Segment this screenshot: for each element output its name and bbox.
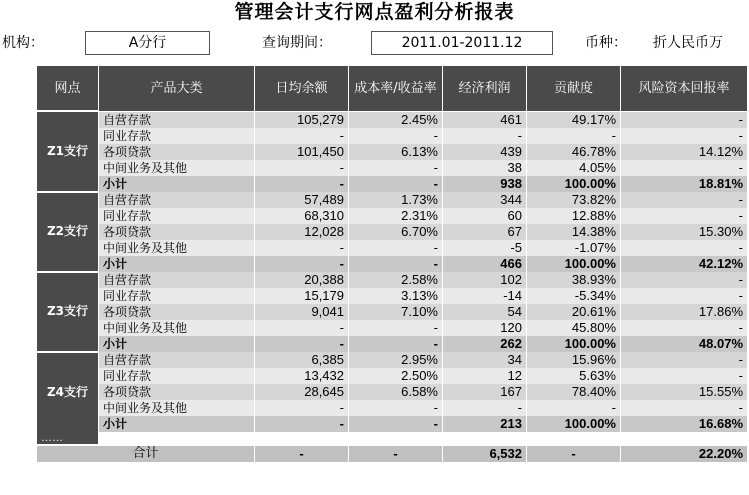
raroc-cell: - [621,240,748,256]
raroc-cell: - [621,160,748,176]
header-branch: 网点 [37,66,99,112]
contribution-cell: 46.78% [527,144,621,160]
ellipsis-blank-cell [443,432,527,445]
rate-cell: - [349,256,443,272]
contribution-cell: 20.61% [527,304,621,320]
subtotal-row [37,336,748,352]
raroc-cell: 18.81% [621,176,748,192]
balance-cell: 20,388 [255,272,349,288]
rate-cell: 2.31% [349,208,443,224]
total-row [37,445,748,462]
rate-cell: - [349,176,443,192]
table-row [37,224,748,240]
header-rate: 成本率/收益率 [349,66,443,112]
contribution-cell: 45.80% [527,320,621,336]
filter-bar [0,31,749,55]
branch-name-cell: Z3支行 [37,272,99,352]
profit-cell: 12 [443,368,527,384]
profit-cell: 67 [443,224,527,240]
product-cell: 各项贷款 [99,384,255,400]
total-rate-cell: - [349,445,443,462]
product-cell: 小计 [99,256,255,272]
table-row [37,160,748,176]
table-body [37,111,748,462]
rate-cell: 2.58% [349,272,443,288]
ellipsis-cell: …… [37,432,99,445]
balance-cell: - [255,176,349,192]
profit-cell: 466 [443,256,527,272]
table-row [37,368,748,384]
raroc-cell: - [621,288,748,304]
balance-cell: 15,179 [255,288,349,304]
product-cell: 同业存款 [99,128,255,144]
profit-cell: 167 [443,384,527,400]
ellipsis-blank-cell [99,432,255,445]
ellipsis-row [37,432,748,445]
rate-cell: 2.50% [349,368,443,384]
subtotal-row [37,176,748,192]
total-raroc-cell: 22.20% [621,445,748,462]
balance-cell: 68,310 [255,208,349,224]
profit-cell: 461 [443,111,527,128]
raroc-cell: - [621,111,748,128]
rate-cell: 1.73% [349,192,443,208]
header-profit: 经济利润 [443,66,527,112]
rate-cell: - [349,416,443,432]
contribution-cell: 12.88% [527,208,621,224]
profit-cell: -5 [443,240,527,256]
raroc-cell: 16.68% [621,416,748,432]
table-row [37,144,748,160]
raroc-cell: 17.86% [621,304,748,320]
branch-name-cell: Z1支行 [37,111,99,192]
contribution-cell: 78.40% [527,384,621,400]
product-cell: 同业存款 [99,368,255,384]
product-cell: 各项贷款 [99,304,255,320]
rate-cell: - [349,336,443,352]
balance-cell: - [255,400,349,416]
raroc-cell: 14.12% [621,144,748,160]
table-row [37,320,748,336]
balance-cell: - [255,240,349,256]
table-row [37,288,748,304]
balance-cell: - [255,256,349,272]
raroc-cell: 15.30% [621,224,748,240]
org-select[interactable]: A分行 [85,31,210,55]
subtotal-row [37,256,748,272]
table-row [37,111,748,128]
rate-cell: 6.13% [349,144,443,160]
table-row [37,304,748,320]
product-cell: 中间业务及其他 [99,160,255,176]
balance-cell: 28,645 [255,384,349,400]
profit-cell: 938 [443,176,527,192]
rate-cell: 3.13% [349,288,443,304]
branch-name-cell: Z2支行 [37,192,99,272]
header-product: 产品大类 [99,66,255,112]
raroc-cell: 48.07% [621,336,748,352]
rate-cell: 7.10% [349,304,443,320]
contribution-cell: - [527,128,621,144]
product-cell: 自营存款 [99,272,255,288]
profit-cell: 344 [443,192,527,208]
product-cell: 中间业务及其他 [99,320,255,336]
product-cell: 各项贷款 [99,144,255,160]
rate-cell: 6.70% [349,224,443,240]
balance-cell: - [255,416,349,432]
rate-cell: - [349,128,443,144]
product-cell: 中间业务及其他 [99,240,255,256]
profit-cell: 213 [443,416,527,432]
table-row [37,272,748,288]
product-cell: 同业存款 [99,288,255,304]
profit-cell: -14 [443,288,527,304]
contribution-cell: 100.00% [527,176,621,192]
period-input[interactable]: 2011.01-2011.12 [371,31,553,55]
ellipsis-blank-cell [621,432,748,445]
rate-cell: - [349,240,443,256]
profit-cell: 60 [443,208,527,224]
header-balance: 日均余额 [255,66,349,112]
table-row [37,128,748,144]
contribution-cell: 100.00% [527,256,621,272]
profit-cell: 34 [443,352,527,368]
table-row [37,208,748,224]
total-label: 合计 [37,445,255,462]
balance-cell: 101,450 [255,144,349,160]
contribution-cell: -1.07% [527,240,621,256]
product-cell: 自营存款 [99,192,255,208]
table-row [37,352,748,368]
ellipsis-blank-cell [255,432,349,445]
rate-cell: - [349,160,443,176]
profit-cell: 102 [443,272,527,288]
product-cell: 小计 [99,416,255,432]
raroc-cell: 15.55% [621,384,748,400]
product-cell: 各项贷款 [99,224,255,240]
table-row [37,400,748,416]
profit-cell: 439 [443,144,527,160]
raroc-cell: - [621,352,748,368]
total-contribution-cell: - [527,445,621,462]
raroc-cell: - [621,400,748,416]
product-cell: 中间业务及其他 [99,400,255,416]
raroc-cell: 42.12% [621,256,748,272]
total-profit-cell: 6,532 [443,445,527,462]
product-cell: 自营存款 [99,111,255,128]
balance-cell: 105,279 [255,111,349,128]
raroc-cell: - [621,368,748,384]
profit-cell: 38 [443,160,527,176]
ellipsis-blank-cell [527,432,621,445]
report-title: 管理会计支行网点盈利分析报表 [234,1,515,23]
contribution-cell: 14.38% [527,224,621,240]
profit-cell: - [443,400,527,416]
table-row [37,192,748,208]
rate-cell: 6.58% [349,384,443,400]
profit-cell: 120 [443,320,527,336]
balance-cell: 9,041 [255,304,349,320]
raroc-cell: - [621,128,748,144]
table-header-row [37,66,748,112]
total-balance-cell: - [255,445,349,462]
header-contribution: 贡献度 [527,66,621,112]
branch-name-cell: Z4支行 [37,352,99,432]
balance-cell: - [255,320,349,336]
contribution-cell: 5.63% [527,368,621,384]
product-cell: 同业存款 [99,208,255,224]
balance-cell: - [255,336,349,352]
contribution-cell: 100.00% [527,416,621,432]
rate-cell: 2.45% [349,111,443,128]
profit-analysis-table [36,65,748,462]
contribution-cell: -5.34% [527,288,621,304]
raroc-cell: - [621,208,748,224]
header-raroc: 风险资本回报率 [621,66,748,112]
rate-cell: - [349,320,443,336]
contribution-cell: 15.96% [527,352,621,368]
org-label: 机构： [2,35,44,51]
currency-label: 币种： [585,35,627,51]
contribution-cell: - [527,400,621,416]
contribution-cell: 73.82% [527,192,621,208]
profit-cell: 54 [443,304,527,320]
currency-value[interactable]: 折人民币万 [653,35,723,51]
balance-cell: - [255,128,349,144]
product-cell: 自营存款 [99,352,255,368]
subtotal-row [37,416,748,432]
rate-cell: 2.95% [349,352,443,368]
raroc-cell: - [621,320,748,336]
contribution-cell: 38.93% [527,272,621,288]
ellipsis-blank-cell [349,432,443,445]
profit-cell: 262 [443,336,527,352]
raroc-cell: - [621,272,748,288]
contribution-cell: 4.05% [527,160,621,176]
balance-cell: 12,028 [255,224,349,240]
balance-cell: 13,432 [255,368,349,384]
contribution-cell: 49.17% [527,111,621,128]
contribution-cell: 100.00% [527,336,621,352]
balance-cell: 6,385 [255,352,349,368]
rate-cell: - [349,400,443,416]
period-label: 查询期间： [262,35,332,51]
balance-cell: 57,489 [255,192,349,208]
raroc-cell: - [621,192,748,208]
product-cell: 小计 [99,176,255,192]
product-cell: 小计 [99,336,255,352]
profit-cell: - [443,128,527,144]
table-row [37,240,748,256]
balance-cell: - [255,160,349,176]
table-row [37,384,748,400]
